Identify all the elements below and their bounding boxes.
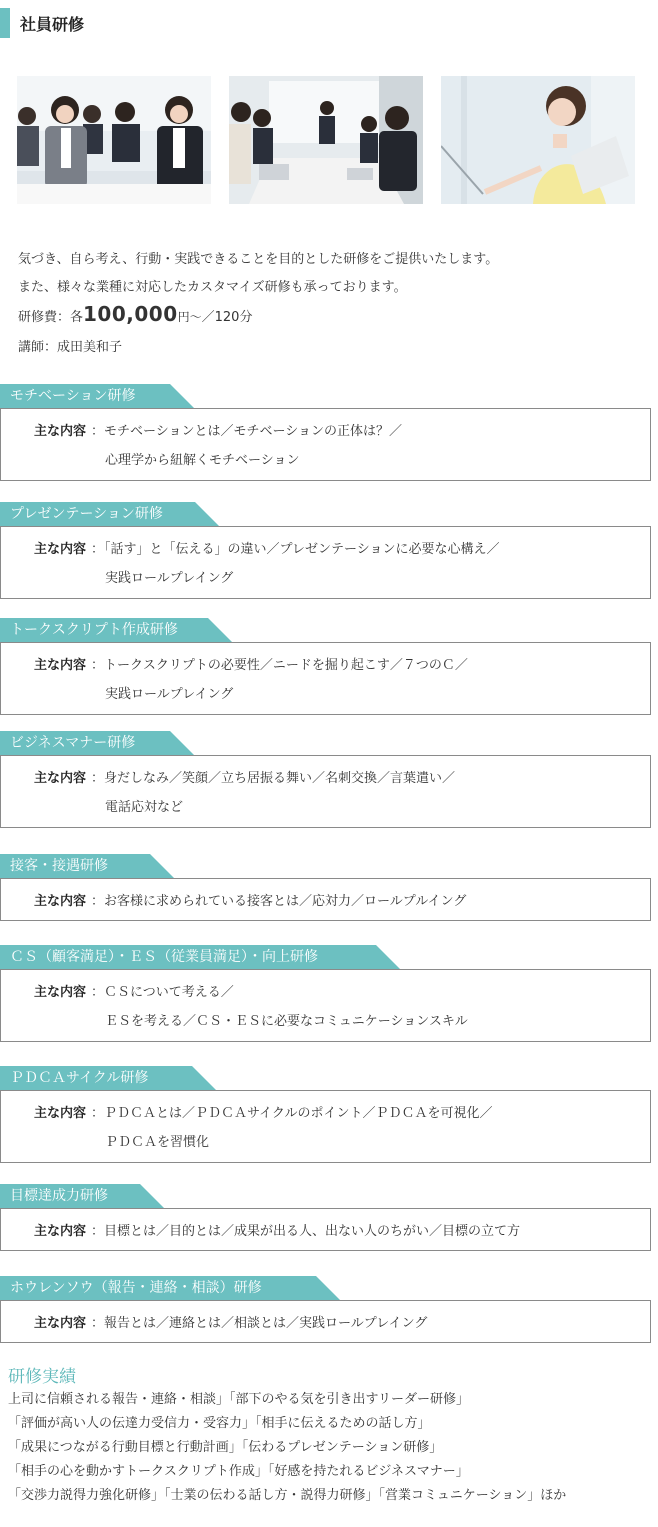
- fee-suffix: ／120分: [201, 310, 253, 325]
- content-line-2: 電話応対など: [105, 800, 184, 815]
- instructor: 講師：成田美和子: [18, 340, 123, 355]
- course-cs-es: [0, 945, 651, 1042]
- page-title: [0, 8, 300, 38]
- fee-amount: 100,000: [83, 302, 178, 326]
- seminar-photo-3: [441, 76, 635, 204]
- content-line-2: 心理学から紐解くモチベーション: [105, 453, 300, 468]
- course-presentation: [0, 502, 651, 599]
- course-title-tab: [0, 1184, 140, 1208]
- course-title: プレゼンテーション研修: [10, 506, 163, 522]
- record-item: 「評価が高い人の伝達力受信力・受容力」「相手に伝えるための話し方」: [8, 1416, 431, 1431]
- content-line-1: ：モチベーションとは／モチベーションの正体は？／: [91, 424, 402, 439]
- record-item: 「成果につながる行動目標と行動計画」「伝わるプレゼンテーション研修」: [8, 1440, 443, 1455]
- course-goal-achievement: [0, 1184, 651, 1251]
- course-title: モチベーション研修: [10, 388, 136, 404]
- course-motivation: [0, 384, 651, 481]
- seminar-photo-1: [17, 76, 211, 204]
- content-line-1: ：お客様に求められている接客とは／応対力／ロールプルイング: [91, 894, 467, 909]
- course-title: ビジネスマナー研修: [10, 735, 136, 751]
- content-label: 主な内容: [34, 1224, 87, 1239]
- content-line-1: ：ＰＤＣＡとは／ＰＤＣＡサイクルのポイント／ＰＤＣＡを可視化／: [91, 1106, 493, 1121]
- fee-prefix: 研修費：各: [18, 310, 84, 325]
- course-title: トークスクリプト作成研修: [10, 622, 178, 638]
- content-line-2: ＥＳを考える／ＣＳ・ＥＳに必要なコミュニケーションスキル: [105, 1014, 468, 1029]
- content-label: 主な内容: [34, 771, 87, 786]
- course-pdca: [0, 1066, 651, 1163]
- content-line-2: 実践ロールプレイング: [105, 687, 234, 702]
- course-title: 目標達成力研修: [10, 1188, 108, 1204]
- course-title-tab: [0, 731, 170, 755]
- content-line-1: ：トークスクリプトの必要性／ニードを掘り起こす／７つのＣ／: [91, 658, 468, 673]
- content-label: 主な内容: [34, 1106, 87, 1121]
- course-content-box: [0, 642, 651, 715]
- intro-line-1: 気づき、自ら考え、行動・実践できることを目的とした研修をご提供いたします。: [18, 252, 499, 267]
- course-content-box: [0, 1208, 651, 1251]
- content-line-1: ：目標とは／目的とは／成果が出る人、出ない人のちがい／目標の立て方: [91, 1224, 521, 1239]
- course-title: ＣＳ（顧客満足）・ＥＳ（従業員満足）・向上研修: [10, 949, 318, 965]
- content-label: 主な内容: [34, 985, 87, 1000]
- course-content-box: [0, 969, 651, 1042]
- intro-line-2: また、様々な業種に対応したカスタマイズ研修も承っております。: [18, 280, 407, 295]
- course-content-box: [0, 526, 651, 599]
- course-title-tab: [0, 618, 208, 642]
- page-title-text: 社員研修: [20, 15, 85, 34]
- course-content-box: [0, 1090, 651, 1163]
- fee-unit: 円〜: [177, 310, 202, 324]
- course-content-box: [0, 878, 651, 921]
- seminar-photo-2: [229, 76, 423, 204]
- record-item: 上司に信頼される報告・連絡・相談」「部下のやる気を引き出すリーダー研修」: [8, 1392, 469, 1407]
- course-title: ホウレンソウ（報告・連絡・相談）研修: [10, 1280, 262, 1296]
- course-title-tab: [0, 945, 376, 969]
- course-customer-service: [0, 854, 651, 921]
- course-title-tab: [0, 1066, 192, 1090]
- course-title-tab: [0, 854, 150, 878]
- content-line-1: ：報告とは／連絡とは／相談とは／実践ロールプレイング: [91, 1316, 428, 1331]
- course-talk-script: [0, 618, 651, 715]
- course-business-manners: [0, 731, 651, 828]
- content-line-2: ＰＤＣＡを習慣化: [105, 1135, 210, 1150]
- course-title: 接客・接遇研修: [10, 858, 108, 874]
- content-label: 主な内容: [34, 1316, 87, 1331]
- course-title-tab: [0, 502, 195, 526]
- records-list: [8, 1388, 566, 1508]
- content-line-1: ：身だしなみ／笑顔／立ち居振る舞い／名刺交換／言葉遣い／: [91, 771, 456, 786]
- content-line-1: ：ＣＳについて考える／: [91, 985, 234, 1000]
- title-accent-bar: [0, 8, 10, 38]
- content-line-2: 実践ロールプレイング: [105, 571, 234, 586]
- record-item: 「相手の心を動かすトークスクリプト作成」「好感を持たれるビジネスマナー」: [8, 1464, 469, 1479]
- record-item: 「交渉力説得力強化研修」「士業の伝わる話し方・説得力研修」「営業コミュニケーション」ほか: [8, 1488, 567, 1503]
- course-hourensou: [0, 1276, 651, 1343]
- course-title: ＰＤＣＡサイクル研修: [10, 1070, 149, 1086]
- content-label: 主な内容: [34, 542, 87, 557]
- content-label: 主な内容: [34, 894, 87, 909]
- content-label: 主な内容: [34, 658, 87, 673]
- course-content-box: [0, 408, 651, 481]
- content-label: 主な内容: [34, 424, 87, 439]
- records-title: 研修実績: [8, 1367, 76, 1387]
- course-title-tab: [0, 1276, 316, 1300]
- photo-row: [17, 76, 637, 206]
- training-fee: [18, 304, 252, 328]
- content-line-1: ：「話す」と「伝える」の違い／プレゼンテーションに必要な心構え／: [91, 542, 500, 557]
- course-title-tab: [0, 384, 170, 408]
- course-content-box: [0, 755, 651, 828]
- course-content-box: [0, 1300, 651, 1343]
